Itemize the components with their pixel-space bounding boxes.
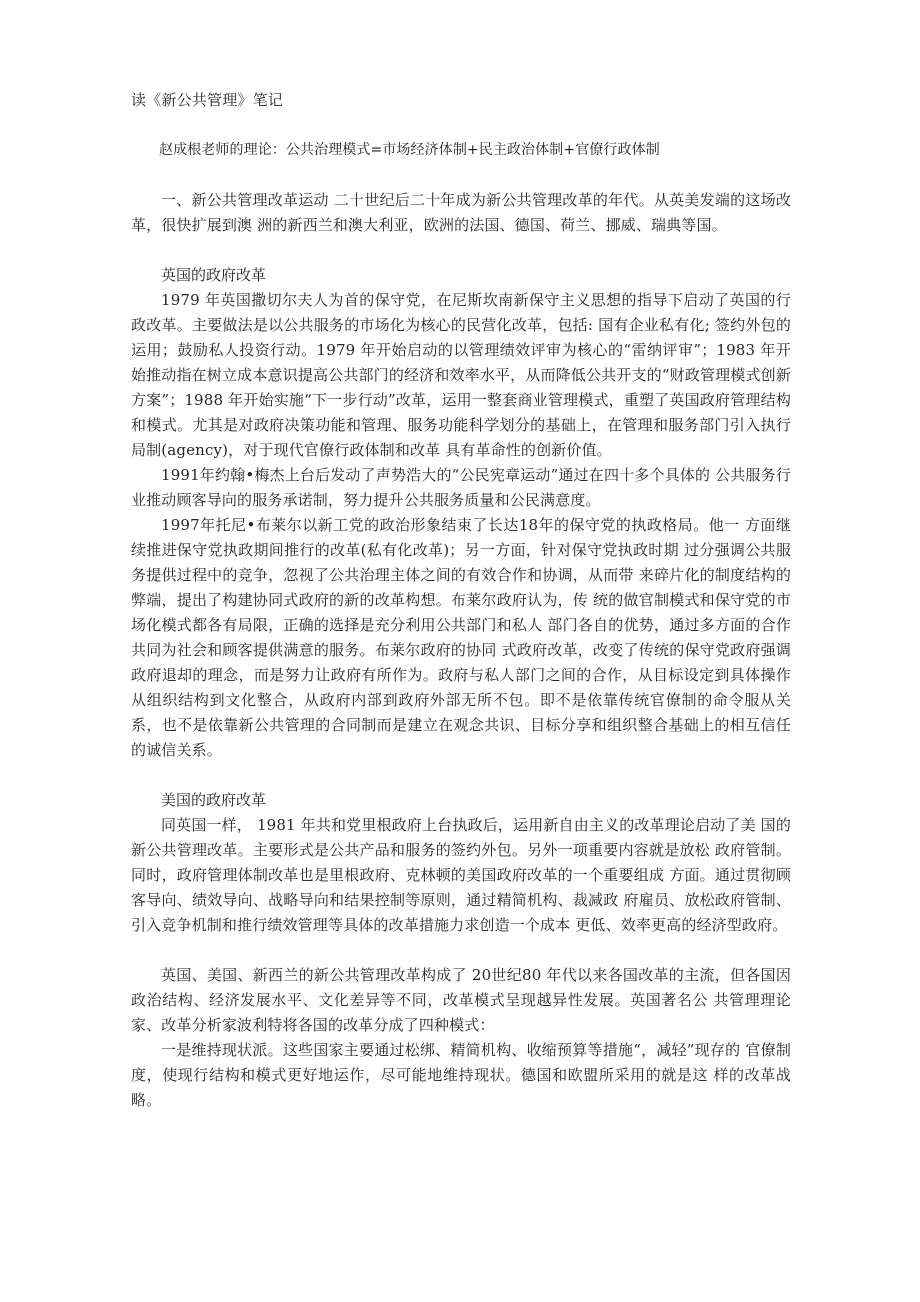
paragraph-us-reagan: 同英国一样， 1981 年共和党里根政府上台执政后，运用新自由主义的改革理论启动了美 国的新公共管理改革。主要形式是公共产品和服务的签约外包。另外一项重要内容就是放松 政府管制。同时，政府管理体制改革也是里根政府、克林顿的美国政府改革的一个重要组成 方面。通过贯彻顾客导向、绩效导向、战略导向和结果控制等原则，通过精简机构、裁减政 府雇员、放松政府管制、引入竞争机制和推行绩效管理等具体的改革措施力求创造一个成本 更低、效率更高的经济型政府。	[131, 816, 791, 934]
spacer	[131, 763, 791, 788]
document-body	[131, 88, 791, 1113]
paragraph-uk-major: 1991年约翰•梅杰上台后发动了声势浩大的“公民宪章运动”通过在四十多个具体的 公共服务行业推动顾客导向的服务承诺制，努力提升公共服务质量和公民满意度。	[131, 466, 791, 509]
section-heading-uk: 英国的政府改革	[161, 266, 267, 284]
spacer	[131, 113, 791, 138]
page-title: 读《新公共管理》笔记	[131, 91, 284, 109]
paragraph-reform-movement: 一、新公共管理改革运动 二十世纪后二十年成为新公共管理改革的年代。从英美发端的这场改革，很快扩展到澳 洲的新西兰和澳大利亚，欧洲的法国、德国、荷兰、挪威、瑞典等国。	[131, 191, 791, 234]
spacer	[131, 163, 791, 188]
spacer	[131, 938, 791, 963]
paragraph-model-status-quo: 一是维持现状派。这些国家主要通过松绑、精简机构、收缩预算等措施“，减轻”现存的 官僚制度，使现行结构和模式更好地运作，尽可能地维持现状。德国和欧盟所采用的就是这 样的改革战略。	[131, 1041, 791, 1109]
paragraph-uk-blair: 1997年托尼•布莱尔以新工党的政治形象结束了长达18年的保守党的执政格局。他一 方面继续推进保守党执政期间推行的改革(私有化改革)；另一方面，针对保守党执政时期 过分强调公共服务提供过程中的竞争，忽视了公共治理主体之间的有效合作和协调，从而带 来碎片化的制度结构的弊端，提出了构建协同式政府的新的改革构想。布莱尔政府认为，传 统的做官制模式和保守党的市场化模式都各有局限，正确的选择是充分利用公共部门和私人 部门各自的优势，通过多方面的合作共同为社会和顾客提供满意的服务。布莱尔政府的协同 式政府改革，改变了传统的保守党政府强调政府退却的理念，而是努力让政府有所作为。政府与私人部门之间的合作，从目标设定到具体操作从组织结构到文化整合，从政府内部到政府外部无所不包。即不是依靠传统官僚制的命令服从关系，也不是依靠新公共管理的合同制而是建立在观念共识、目标分享和组织整合基础上的相互信任的诚信关系。	[131, 516, 791, 759]
section-heading-us: 美国的政府改革	[161, 791, 267, 809]
spacer	[131, 238, 791, 263]
theory-statement: 赵成根老师的理论：公共治理模式=市场经济体制+民主政治体制+官僚行政体制	[159, 142, 660, 158]
paragraph-four-models-intro: 英国、美国、新西兰的新公共管理改革构成了 20世纪80 年代以来各国改革的主流，但各国因政治结构、经济发展水平、文化差异等不同，改革模式呈现越异性发展。英国著名公 共管理理论家、改革分析家波利特将各国的改革分成了四种模式：	[131, 966, 791, 1034]
paragraph-uk-thatcher: 1979 年英国撒切尔夫人为首的保守党，在尼斯坎南新保守主义思想的指导下启动了英国的行政改革。主要做法是以公共服务的市场化为核心的民营化改革，包括: 国有企业私有化; 签约外包的运用；鼓励私人投资行动。1979 年开始启动的以管理绩效评审为核心的“雷纳评审”；1983 年开始推动指在树立成本意识提高公共部门的经济和效率水平，从而降低公共开支的“财政管理模式创新方案”；1988 年开始实施“下一步行动”改革，运用一整套商业管理模式，重塑了英国政府管理结构和模式。尤其是对政府决策功能和管理、服务功能科学划分的基础上，在管理和服务部门引入执行局制(agency)，对于现代官僚行政体制和改革 具有革命性的创新价值。	[131, 291, 791, 459]
